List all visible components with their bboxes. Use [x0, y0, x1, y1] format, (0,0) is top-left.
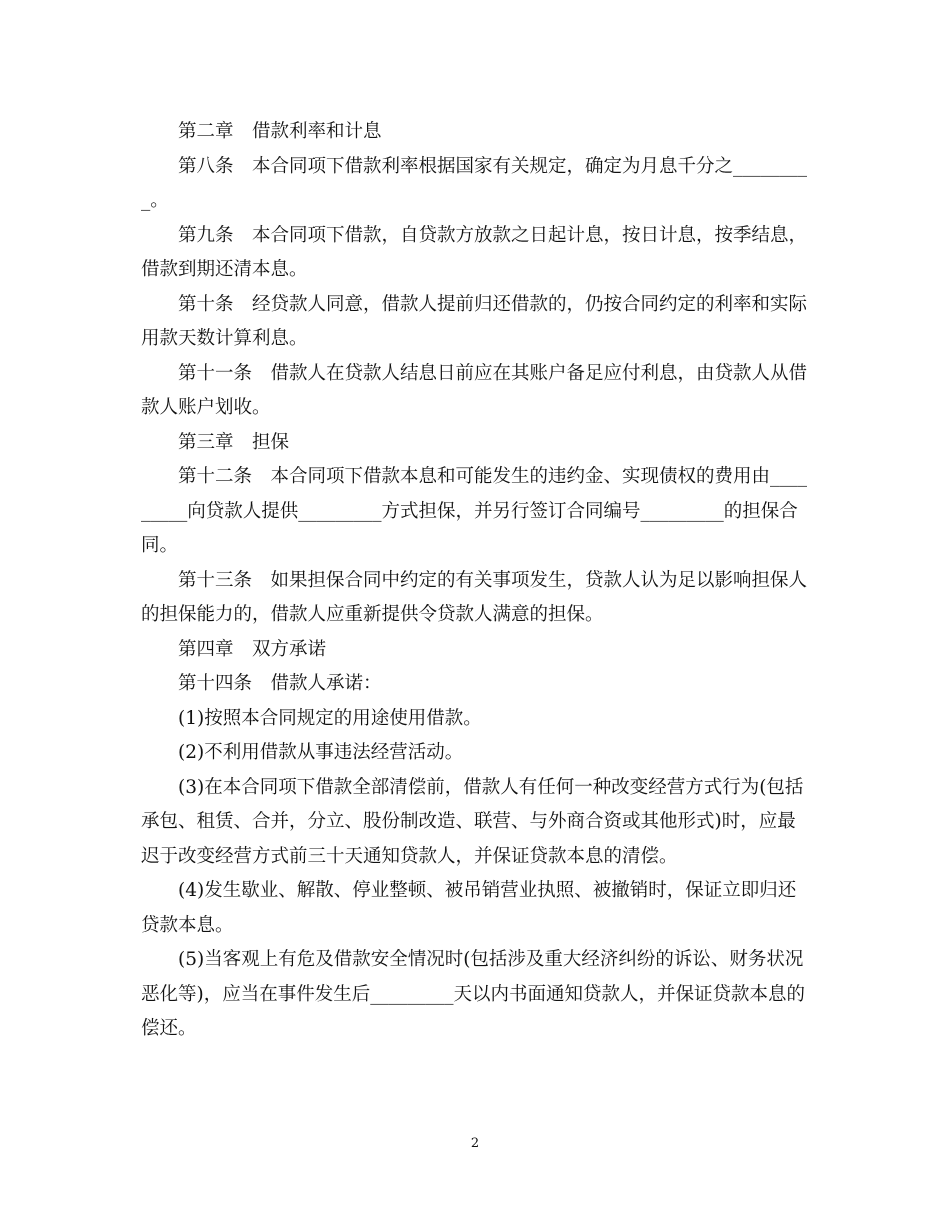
article-14-item-5: (5)当客观上有危及借款安全情况时(包括涉及重大经济纠纷的诉讼、财务状况恶化等)，应当在事件发生后_________天以内书面通知贷款人，并保证贷款本息的偿还。	[141, 949, 805, 1039]
chapter-3-heading: 第三章 担保	[178, 431, 290, 453]
article-14-item-4: (4)发生歇业、解散、停业整顿、被吊销营业执照、被撤销时，保证立即归还贷款本息。	[141, 880, 797, 936]
document-body	[141, 115, 811, 1047]
page-number: 2	[470, 1136, 480, 1151]
chapter-4-heading: 第四章 双方承诺	[178, 638, 327, 660]
article-14: 第十四条 借款人承诺：	[178, 673, 382, 694]
article-14-item-1: (1)按照本合同规定的用途使用借款。	[178, 707, 482, 729]
chapter-2-heading: 第二章 借款利率和计息	[178, 121, 382, 142]
article-14-item-2: (2)不利用借款从事违法经营活动。	[178, 742, 464, 763]
article-10: 第十条 经贷款人同意，借款人提前归还借款的，仍按合同约定的利率和实际用款天数计算利息。	[141, 293, 808, 349]
article-11: 第十一条 借款人在贷款人结息日前应在其账户备足应付利息，由贷款人从借款人账户划收。	[141, 362, 808, 418]
article-9: 第九条 本合同项下借款，自贷款方放款之日起计息，按日计息，按季结息，借款到期还清本息。	[141, 224, 808, 280]
article-8: 第八条 本合同项下借款利率根据国家有关规定，确定为月息千分之_________。	[141, 155, 808, 211]
article-14-item-3: (3)在本合同项下借款全部清偿前，借款人有任何一种改变经营方式行为(包括承包、租赁、合并，分立、股份制改造、联营、与外商合资或其他形式)时，应最迟于改变经营方式前三十天通知贷款人，并保证贷款本息的清偿。	[141, 776, 804, 867]
article-12: 第十二条 本合同项下借款本息和可能发生的违约金、实现债权的费用由_________向贷款人提供_________方式担保，并另行签订合同编号_________的担保合同。	[141, 466, 808, 556]
article-13: 第十三条 如果担保合同中约定的有关事项发生，贷款人认为足以影响担保人的担保能力的，借款人应重新提供令贷款人满意的担保。	[141, 569, 808, 625]
